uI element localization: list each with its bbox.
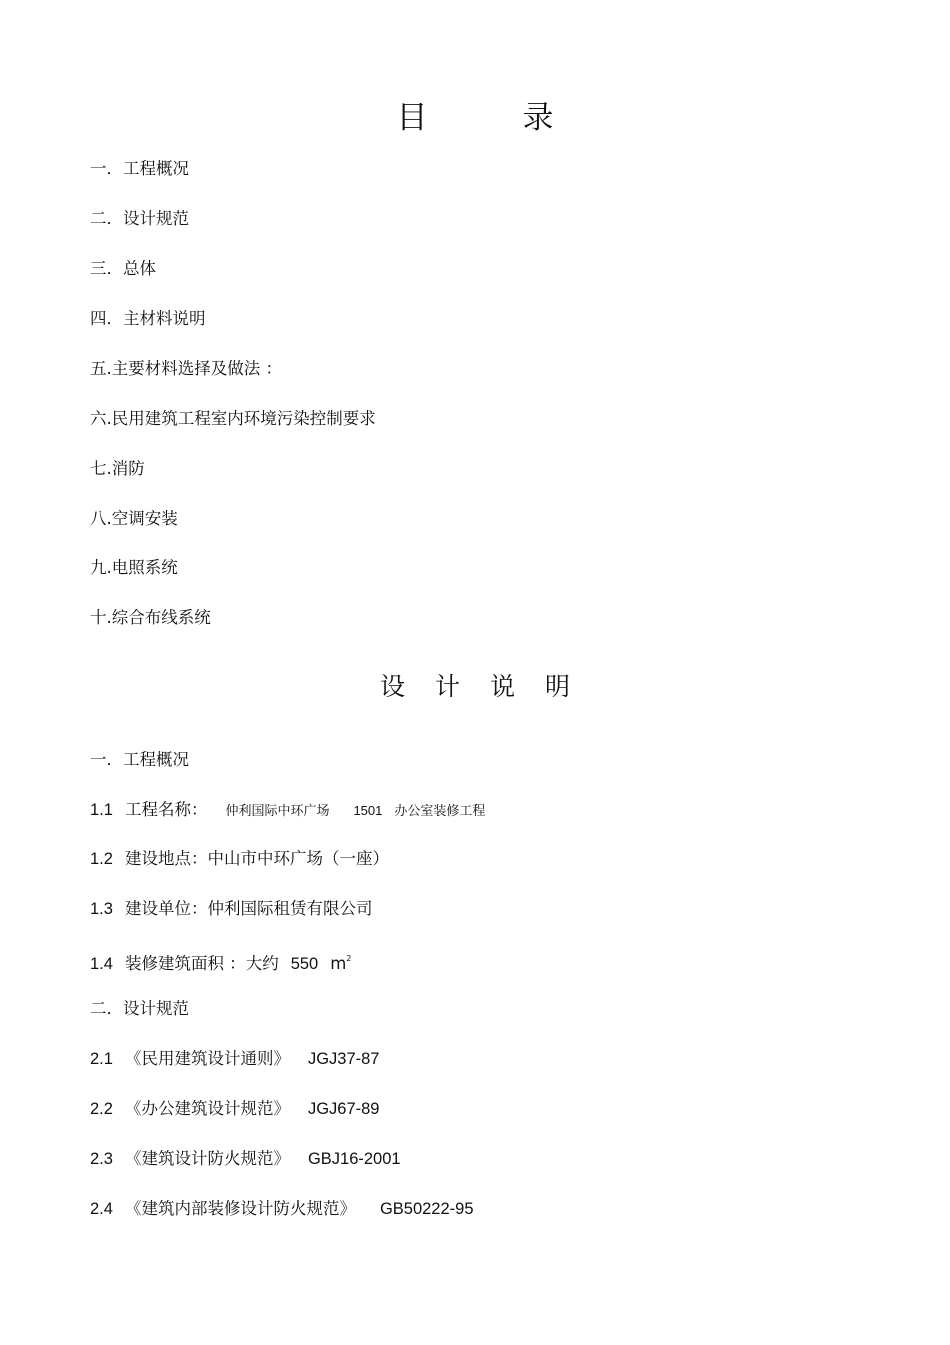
item-value: 大约 [245, 954, 279, 973]
item-value-suffix: 办公室装修工程 [394, 804, 486, 819]
design-title [0, 667, 950, 707]
toc-title-right: 录 [522, 100, 554, 136]
section-heading-1: 一．工程概况 [90, 750, 189, 769]
toc-item-9: 九.电照系统 [90, 558, 178, 577]
item-number: 2.1 [90, 1050, 113, 1068]
item-number: 1.4 [90, 955, 113, 973]
section-heading-2: 二．设计规范 [90, 999, 189, 1018]
item-label: 建设地点： [124, 849, 208, 868]
item-label: 工程名称： [124, 800, 208, 819]
toc-item-3: 三．总体 [90, 259, 156, 278]
item-number: 1.2 [90, 850, 113, 868]
toc-item-7: 七.消防 [90, 459, 145, 478]
item-number: 1.3 [90, 900, 113, 918]
toc-item-4: 四．主材料说明 [90, 309, 206, 328]
item-2-1 [90, 1048, 379, 1070]
item-value: 仲利国际中环广场 [225, 804, 330, 819]
item-label: 建设单位： [124, 899, 208, 918]
toc-item-6: 六.民用建筑工程室内环境污染控制要求 [90, 409, 376, 428]
item-unit: m [330, 954, 347, 973]
item-number: 2.2 [90, 1100, 113, 1118]
item-code: JGJ67-89 [307, 1100, 380, 1118]
item-code: JGJ37-87 [307, 1050, 380, 1068]
item-value-number: 1501 [353, 803, 383, 818]
toc-item-10: 十.综合布线系统 [90, 608, 211, 627]
toc-title-left: 目 [396, 100, 428, 136]
item-1-3 [90, 898, 372, 920]
toc-item-2: 二．设计规范 [90, 209, 189, 228]
item-2-4 [90, 1198, 474, 1220]
item-label: 装修建筑面积 ： [124, 954, 246, 973]
item-value: 中山市中环广场（一座） [207, 849, 389, 868]
item-1-4 [90, 948, 351, 975]
item-value: 仲利国际租赁有限公司 [207, 899, 373, 918]
item-title: 《办公建筑设计规范》 [124, 1099, 290, 1118]
item-2-3 [90, 1148, 401, 1170]
item-1-1 [90, 799, 485, 823]
item-number: 2.3 [90, 1150, 113, 1168]
design-title-char: 明 [545, 672, 571, 701]
design-title-char: 设 [379, 672, 405, 701]
toc-item-5: 五.主要材料选择及做法 ： [90, 359, 282, 378]
item-title: 《民用建筑设计通则》 [124, 1049, 290, 1068]
item-1-2 [90, 848, 389, 870]
toc-item-1: 一．工程概况 [90, 159, 189, 178]
toc-item-8: 八.空调安装 [90, 509, 178, 528]
item-value-number: 550 [290, 955, 319, 973]
item-2-2 [90, 1098, 379, 1120]
design-title-char: 说 [490, 672, 516, 701]
item-code: GB50222-95 [379, 1200, 474, 1218]
item-title: 《建筑设计防火规范》 [124, 1149, 290, 1168]
item-number: 1.1 [90, 801, 113, 819]
item-title: 《建筑内部装修设计防火规范》 [124, 1199, 356, 1218]
design-title-char: 计 [434, 672, 460, 701]
item-unit-sup: 2 [346, 954, 352, 963]
item-number: 2.4 [90, 1200, 113, 1218]
item-code: GBJ16-2001 [307, 1150, 401, 1168]
toc-title [0, 98, 950, 138]
